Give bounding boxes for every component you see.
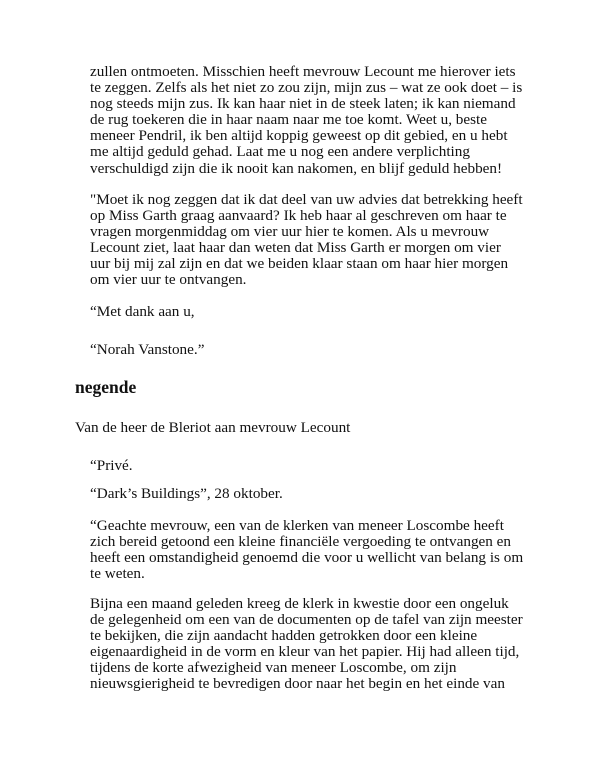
text-line: te zeggen. Zelfs als het niet zo zou zijn, mijn zus – wat ze ook doet – is (90, 79, 523, 97)
text-line: “Norah Vanstone.” (90, 341, 205, 358)
text-line: nog steeds mijn zus. Ik kan haar niet in de steek laten; ik kan niemand (90, 95, 516, 113)
text-line: “Met dank aan u, (90, 303, 195, 320)
text-line: de rug toekeren die in haar naam naar me toe komt. Weet u, beste (90, 111, 488, 129)
text-line: me altijd geduld gehad. Laat me u nog een andere verplichting (90, 143, 470, 161)
text-line: “Privé. (90, 457, 133, 474)
text-line: “Geachte mevrouw, een van de klerken van meneer Loscombe heeft (90, 517, 504, 534)
text-line: om vier uur te ontvangen. (90, 271, 247, 289)
text-line: "Moet ik nog zeggen dat ik dat deel van uw advies dat betrekking heeft (90, 191, 523, 208)
text-line: op Miss Garth graag aanvaard? Ik heb haar al geschreven om haar te (90, 207, 507, 225)
paragraph-miss-garth (90, 192, 523, 289)
text-line: te weten. (90, 565, 145, 583)
privacy-note (90, 458, 133, 474)
text-line: vragen morgenmiddag om vier uur hier te komen. Als u mevrouw (90, 223, 490, 241)
paragraph-greeting (90, 518, 523, 582)
text-line: Van de heer de Bleriot aan mevrouw Lecount (75, 419, 351, 436)
letter-address-date (90, 486, 283, 502)
section-heading: negende (75, 377, 137, 397)
paragraph-clerk-account (90, 596, 523, 693)
text-line: uur bij mij zal zijn en dat we beiden klaar staan om haar hier morgen (90, 255, 509, 273)
signature-line (90, 342, 204, 358)
text-line: eigenaardigheid in de vorm en kleur van het papier. Hij had alleen tijd, (90, 643, 520, 661)
text-line: meneer Pendril, ik ben altijd koppig geweest op dit gebied, en u hebt (90, 127, 508, 145)
text-line: zullen ontmoeten. Misschien heeft mevrouw Lecount me hierover iets (90, 63, 516, 80)
text-line: nieuwsgierigheid te bevredigen door naar het begin en het einde van (90, 675, 505, 693)
text-line: zich bereid getoond een kleine financiële vergoeding te ontvangen en (90, 533, 512, 551)
letter-header (75, 420, 350, 436)
paragraph-letter-continuation (90, 64, 522, 177)
text-line: verschuldigd zijn die ik nooit kan nakomen, en blijf geduld hebben! (90, 159, 503, 177)
text-line: de gelegenheid om een van de documenten op de tafel van zijn meester (90, 611, 523, 629)
text-line: heeft een omstandigheid genoemd die voor u wellicht van belang is om (90, 549, 524, 567)
text-line: Bijna een maand geleden kreeg de klerk in kwestie door een ongeluk (90, 595, 509, 612)
text-line: “Dark’s Buildings”, 28 oktober. (90, 485, 283, 502)
text-line: Lecount ziet, laat haar dan weten dat Miss Garth er morgen om vier (90, 239, 501, 257)
text-line: tijdens de korte afwezigheid van meneer Loscombe, om zijn (90, 659, 457, 677)
text-line: te bekijken, die zijn aandacht hadden getrokken door een kleine (90, 627, 478, 645)
closing-thanks (90, 304, 195, 320)
